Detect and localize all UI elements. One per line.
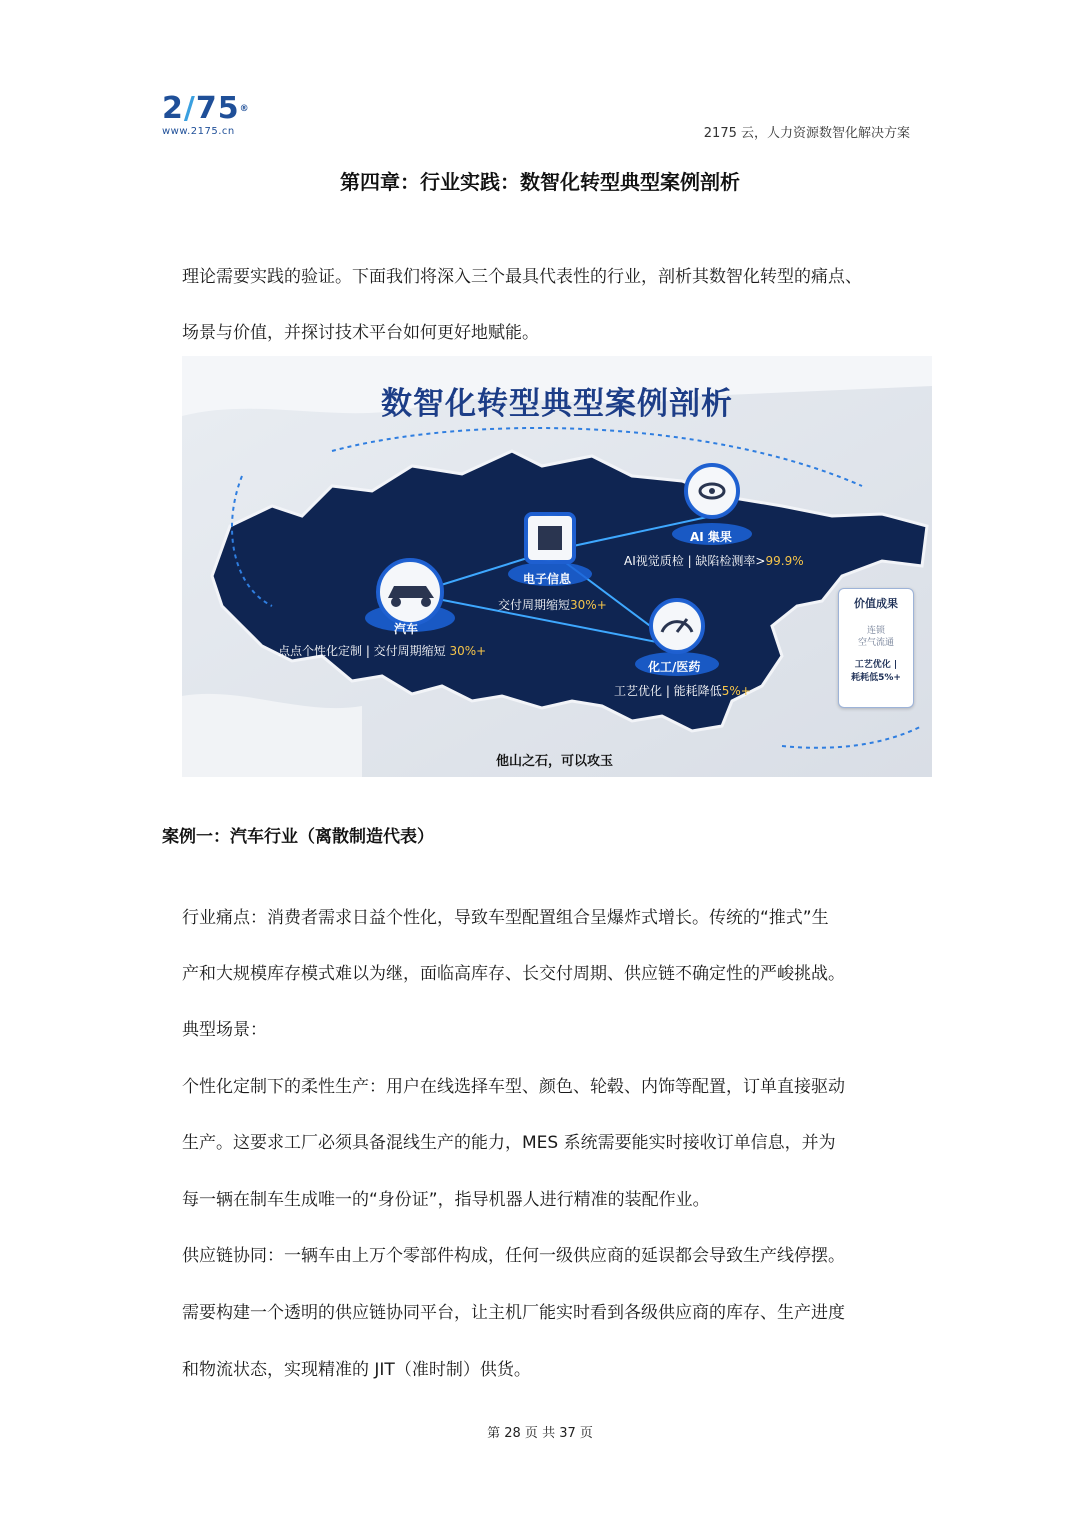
node-name-ai: AI 集果 (690, 530, 732, 544)
figure-title: 数智化转型典型案例剖析 (381, 386, 733, 422)
panel-mid-text: 连锁 空气流通 (857, 626, 894, 648)
scene-label: 典型场景： (182, 1020, 267, 1040)
case-study-figure (182, 356, 932, 777)
logo-mark: 2/75® (162, 91, 250, 126)
flexible-production-line-3: 每一辆在制车生成唯一的“身份证”，指导机器人进行精准的装配作业。 (182, 1190, 710, 1210)
node-name-electronics: 电子信息 (523, 572, 572, 586)
node-name-auto: 汽车 (394, 622, 419, 636)
panel-title: 价值成果 (854, 597, 898, 610)
value-results-panel (838, 588, 914, 708)
page-number: 第 28 页 共 37 页 (487, 1426, 593, 1441)
flexible-production-line-2: 生产。这要求工厂必须具备混线生产的能力，MES 系统需要能实时接收订单信息，并为 (182, 1133, 836, 1153)
pain-point-line-2: 产和大规模库存模式难以为继，面临高库存、长交付周期、供应链不确定性的严峻挑战。 (182, 964, 845, 984)
panel-bottom-text: 工艺优化 | 耗耗低5%+ (851, 660, 901, 683)
figure-caption: 他山之石，可以攻玉 (496, 754, 614, 769)
document-title: 2175 云，人力资源数智化解决方案 (703, 126, 910, 141)
intro-line-1: 理论需要实践的验证。下面我们将深入三个最具代表性的行业，剖析其数智化转型的痛点、 (182, 267, 862, 287)
gauge-node-icon (651, 600, 703, 652)
intro-line-2: 场景与价值，并探讨技术平台如何更好地赋能。 (182, 323, 539, 343)
flexible-production-line-1: 个性化定制下的柔性生产：用户在线选择车型、颜色、轮毂、内饰等配置，订单直接驱动 (182, 1077, 845, 1097)
supply-chain-line-3: 和物流状态，实现精准的 JIT（准时制）供货。 (182, 1360, 531, 1380)
node-caption-chemical: 工艺优化 | 能耗降低5%+ (614, 684, 751, 698)
logo-url: www.2175.cn (162, 126, 235, 137)
supply-chain-line-2: 需要构建一个透明的供应链协同平台，让主机厂能实时看到各级供应商的库存、生产进度 (182, 1303, 845, 1323)
chapter-title: 第四章：行业实践：数智化转型典型案例剖析 (340, 170, 740, 194)
case-1-title: 案例一：汽车行业（离散制造代表） (162, 827, 434, 847)
company-logo (162, 91, 250, 137)
pain-point-line-1: 行业痛点：消费者需求日益个性化，导致车型配置组合呈爆炸式增长。传统的“推式”生 (182, 908, 829, 928)
supply-chain-line-1: 供应链协同：一辆车由上万个零部件构成，任何一级供应商的延误都会导致生产线停摆。 (182, 1246, 845, 1266)
node-caption-ai: AI视觉质检 | 缺陷检测率>99.9% (624, 554, 804, 568)
node-caption-auto: 点点个性化定制 | 交付周期缩短 30%+ (278, 644, 487, 658)
node-name-chemical: 化工/医药 (648, 660, 701, 674)
node-caption-electronics: 交付周期缩短30%+ (498, 598, 607, 612)
